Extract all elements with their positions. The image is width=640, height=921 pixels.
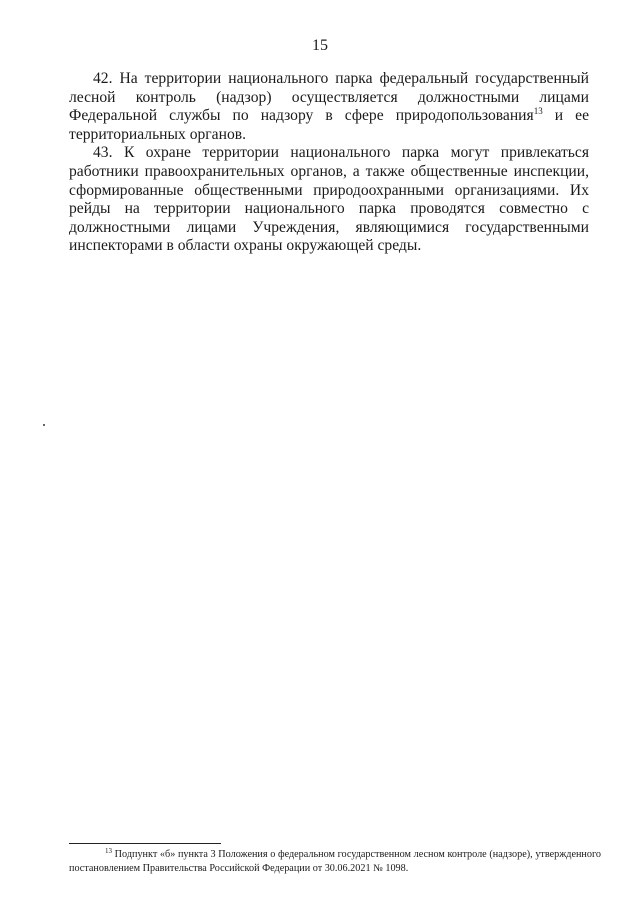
page-number: 15 <box>312 37 328 54</box>
paragraph-42-text-end: и ее территориальных органов. <box>69 107 589 143</box>
footnote <box>69 848 601 875</box>
footnote-13 <box>69 848 601 875</box>
stray-mark <box>43 424 45 426</box>
footnote-reference: 13 <box>533 106 543 117</box>
body-text <box>69 70 589 256</box>
footnote-marker: 13 <box>105 847 112 855</box>
footnote-text: Подпункт «б» пункта 3 Положения о федеральном государственном лесном контроле (надзоре), утвержденного постановлением Правительства Российской Федерации от 30.06.2021 № 1098. <box>69 849 601 874</box>
footnote-separator <box>69 843 221 844</box>
paragraph-42-text: 42. На территории национального парка федеральный государственный лесной контроль (надзор) осуществляется должностными лицами Федеральной службы по надзору в сфере природопользования <box>69 70 589 125</box>
paragraph-42 <box>69 70 589 144</box>
paragraph-43: 43. К охране территории национального парка могут привлекаться работники правоохранительных органов, а также общественные инспекции, сформированные общественными природоохранными организациями. Их рейды на территории национального парка проводятся совместно с должностными лицами Учреждения, являющимися государственными инспекторами в области охраны окружающей среды. <box>69 144 589 255</box>
